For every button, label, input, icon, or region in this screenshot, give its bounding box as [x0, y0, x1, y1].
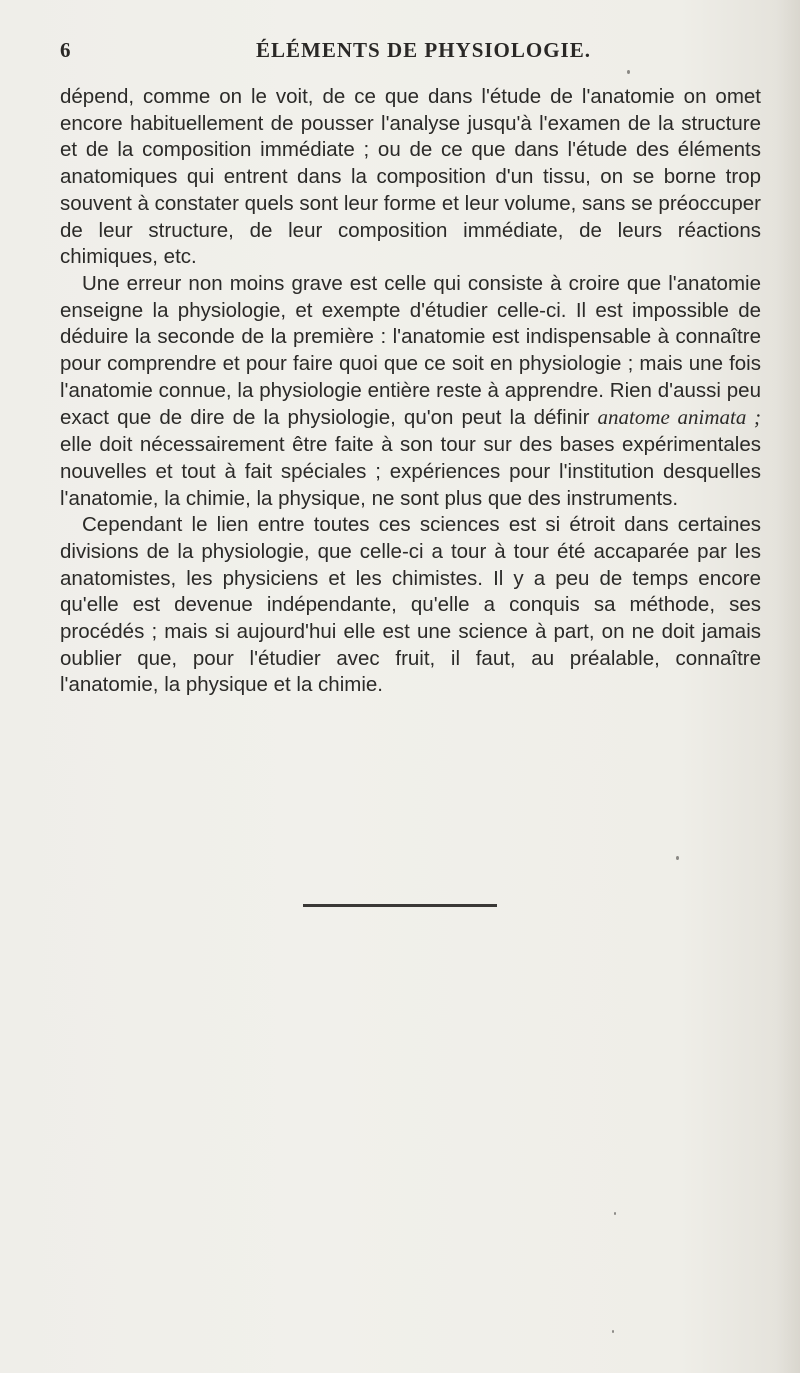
ink-speck: [614, 1212, 616, 1215]
ink-speck: [627, 70, 630, 74]
running-head: [60, 38, 760, 64]
body-text: [60, 84, 761, 699]
latin-phrase: anatome animata ;: [597, 405, 761, 430]
paragraph-1-text: dépend, comme on le voit, de ce que dans l'étude de l'anatomie on omet encore habituellement de pousser l'analyse jusqu'à l'examen de la structure et de la composition immédiate ; ou de ce que dans l'étude des éléments anatomiques qui entrent dans la composition d'un tissu, on se borne trop souvent à constater quels sont leur forme et leur volume, sans se préoccuper de leur structure, de leur composition immédiate, de leurs réactions chimiques, etc.: [60, 85, 761, 269]
paragraph-3-text: Cependant le lien entre toutes ces sciences est si étroit dans certaines divisions de la physiologie, que celle-ci a tour à tour été accaparée par les anatomistes, les physiciens et les chimistes. Il y a peu de temps encore qu'elle est devenue indépendante, qu'elle a conquis sa méthode, ses procédés ; mais si aujourd'hui elle est une science à part, on ne doit jamais oublier que, pour l'étudier avec fruit, il faut, au préalable, connaître l'anatomie, la physique et la chimie.: [60, 513, 761, 697]
paragraph-3: [60, 512, 761, 699]
paragraph-1: [60, 84, 761, 271]
paragraph-2-text-start: Une erreur non moins grave est celle qui consiste à croire que l'anatomie enseigne la physiologie, et exempte d'étudier celle-ci. Il est impossible de déduire la seconde de la première : l'anatomie est indispensable à connaître pour comprendre et pour faire quoi que ce soit en physiologie ; mais une fois l'anatomie connue, la physiologie entière reste à apprendre. Rien d'aussi peu exact que de dire de la physiologie, qu'on peut la définir: [60, 271, 761, 430]
paragraph-2-text-end: elle doit nécessairement être faite à son tour sur des bases expérimentales nouvelles et tout à fait spéciales ; expériences pour l'institution desquelles l'anatomie, la chimie, la physique, ne sont plus que des instruments.: [60, 433, 761, 510]
running-title: ÉLÉMENTS DE PHYSIOLOGIE.: [256, 38, 591, 62]
paragraph-2: [60, 271, 761, 512]
page-number: 6: [60, 38, 72, 62]
ink-speck: [612, 1330, 614, 1333]
end-rule: [303, 904, 497, 907]
ink-speck: [676, 856, 679, 860]
